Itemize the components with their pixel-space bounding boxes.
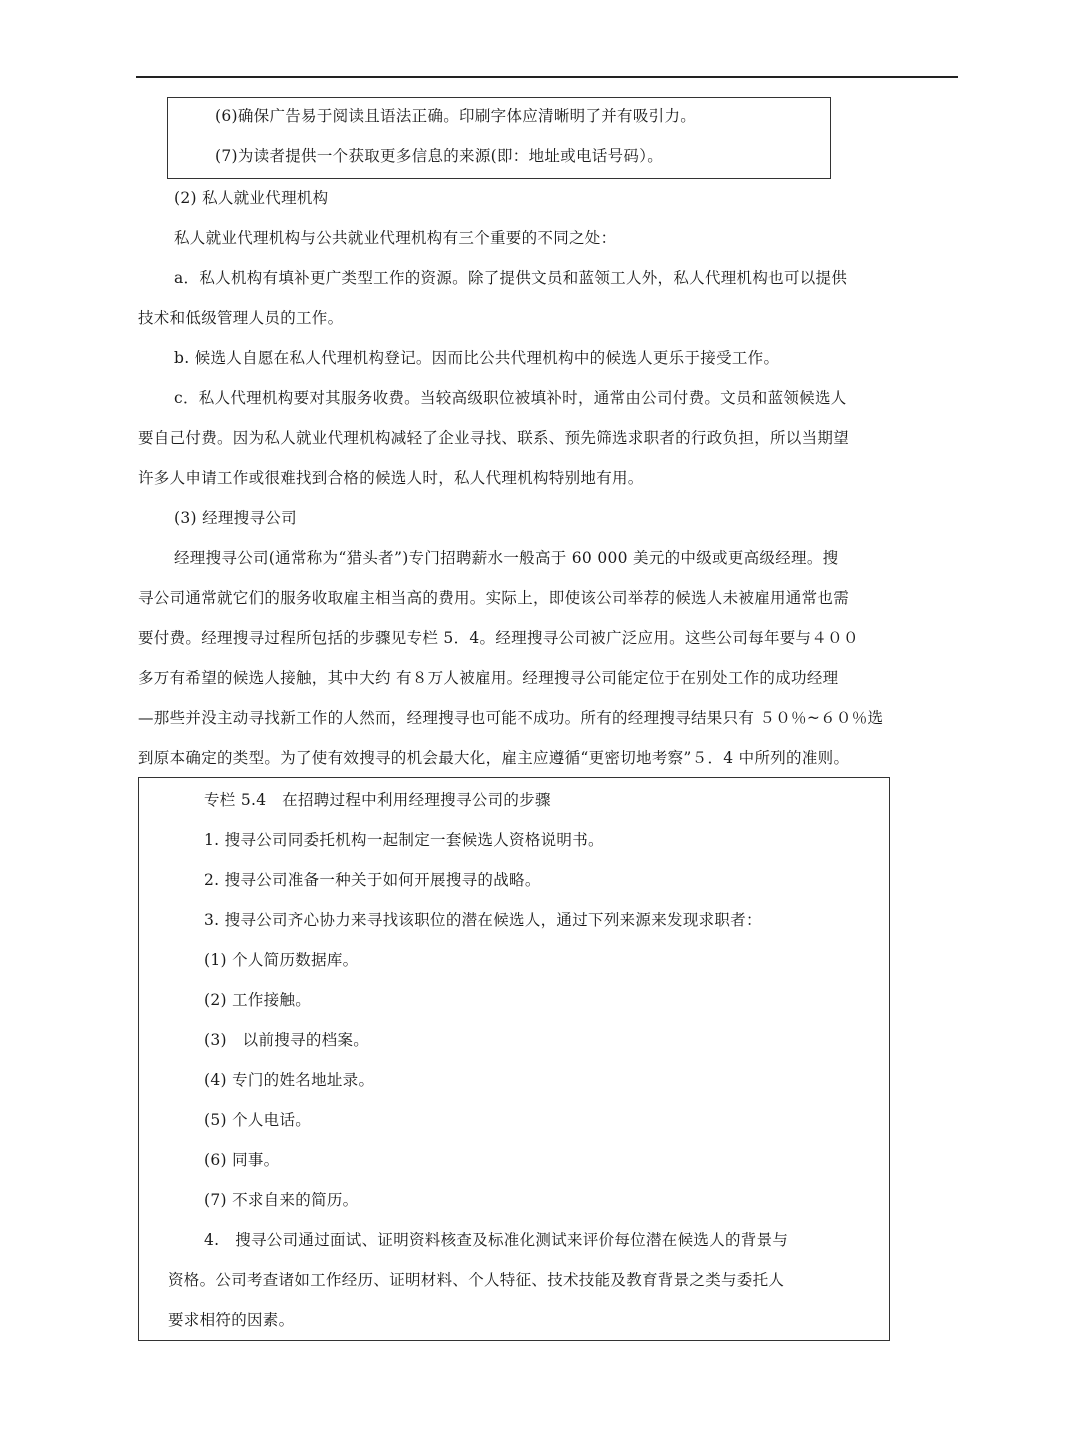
sidebar-source-item: (5) 个人电话。 [204, 1111, 312, 1129]
sidebar-source-item: (1) 个人简历数据库。 [204, 951, 359, 969]
ad-guideline-6: (6)确保广告易于阅读且语法正确。印刷字体应清晰明了并有吸引力。 [215, 107, 697, 125]
sidebar-step-4-cont: 要求相符的因素。 [168, 1311, 295, 1329]
private-agency-item-c-cont: 许多人申请工作或很难找到合格的候选人时，私人代理机构特别地有用。 [138, 469, 644, 487]
sidebar-source-item: (6) 同事。 [204, 1151, 280, 1169]
private-agency-item-a: a．私人机构有填补更广类型工作的资源。除了提供文员和蓝领工人外，私人代理机构也可以提供 [174, 269, 848, 287]
header-rule [136, 76, 958, 78]
exec-search-paragraph: 寻公司通常就它们的服务收取雇主相当高的费用。实际上，即使该公司举荐的候选人未被雇用通常也需 [138, 589, 850, 607]
sidebar-step-2: 2. 搜寻公司准备一种关于如何开展搜寻的战略。 [204, 871, 541, 889]
sidebar-source-item: (3) 以前搜寻的档案。 [204, 1031, 370, 1049]
exec-search-paragraph: —那些并没主动寻找新工作的人然而，经理搜寻也可能不成功。所有的经理搜寻结果只有 ５０％~６０％选 [138, 709, 884, 727]
exec-search-paragraph: 到原本确定的类型。为了使有效搜寻的机会最大化，雇主应遵循“更密切地考察”５．4 中所列的准则。 [138, 749, 850, 767]
private-agency-item-a-cont: 技术和低级管理人员的工作。 [138, 309, 344, 327]
exec-search-paragraph: 多万有希望的候选人接触，其中大约 有８万人被雇用。经理搜寻公司能定位于在别处工作的成功经理 [138, 669, 839, 687]
sidebar-source-item: (7) 不求自来的简历。 [204, 1191, 359, 1209]
exec-search-paragraph: 经理搜寻公司(通常称为“猎头者”)专门招聘薪水一般高于 60 000 美元的中级或更高级经理。搜 [174, 549, 839, 567]
sidebar-box-5-4 [138, 777, 890, 1341]
private-agency-intro: 私人就业代理机构与公共就业代理机构有三个重要的不同之处： [174, 229, 617, 247]
private-agency-heading: (2) 私人就业代理机构 [174, 189, 329, 207]
private-agency-item-c-cont: 要自己付费。因为私人就业代理机构减轻了企业寻找、联系、预先筛选求职者的行政负担，所以当期望 [138, 429, 850, 447]
private-agency-item-b: b. 候选人自愿在私人代理机构登记。因而比公共代理机构中的候选人更乐于接受工作。 [174, 349, 780, 367]
private-agency-item-c: c．私人代理机构要对其服务收费。当较高级职位被填补时，通常由公司付费。文员和蓝领候选人 [174, 389, 847, 407]
sidebar-step-3: 3. 搜寻公司齐心协力来寻找该职位的潜在候选人，通过下列来源来发现求职者： [204, 911, 762, 929]
ad-guideline-7: (7)为读者提供一个获取更多信息的来源(即：地址或电话号码）。 [215, 147, 664, 165]
sidebar-step-4-cont: 资格。公司考查诸如工作经历、证明材料、个人特征、技术技能及教育背景之类与委托人 [168, 1271, 785, 1289]
sidebar-step-1: 1. 搜寻公司同委托机构一起制定一套候选人资格说明书。 [204, 831, 604, 849]
sidebar-source-item: (4) 专门的姓名地址录。 [204, 1071, 375, 1089]
exec-search-heading: (3) 经理搜寻公司 [174, 509, 297, 527]
sidebar-box-title: 专栏 5.4 在招聘过程中利用经理搜寻公司的步骤 [204, 791, 551, 809]
sidebar-step-4: 4. 搜寻公司通过面试、证明资料核查及标准化测试来评价每位潜在候选人的背景与 [204, 1231, 789, 1249]
exec-search-paragraph: 要付费。经理搜寻过程所包括的步骤见专栏 5．4。经理搜寻公司被广泛应用。这些公司每年要与４００ [138, 629, 859, 647]
sidebar-source-item: (2) 工作接触。 [204, 991, 312, 1009]
